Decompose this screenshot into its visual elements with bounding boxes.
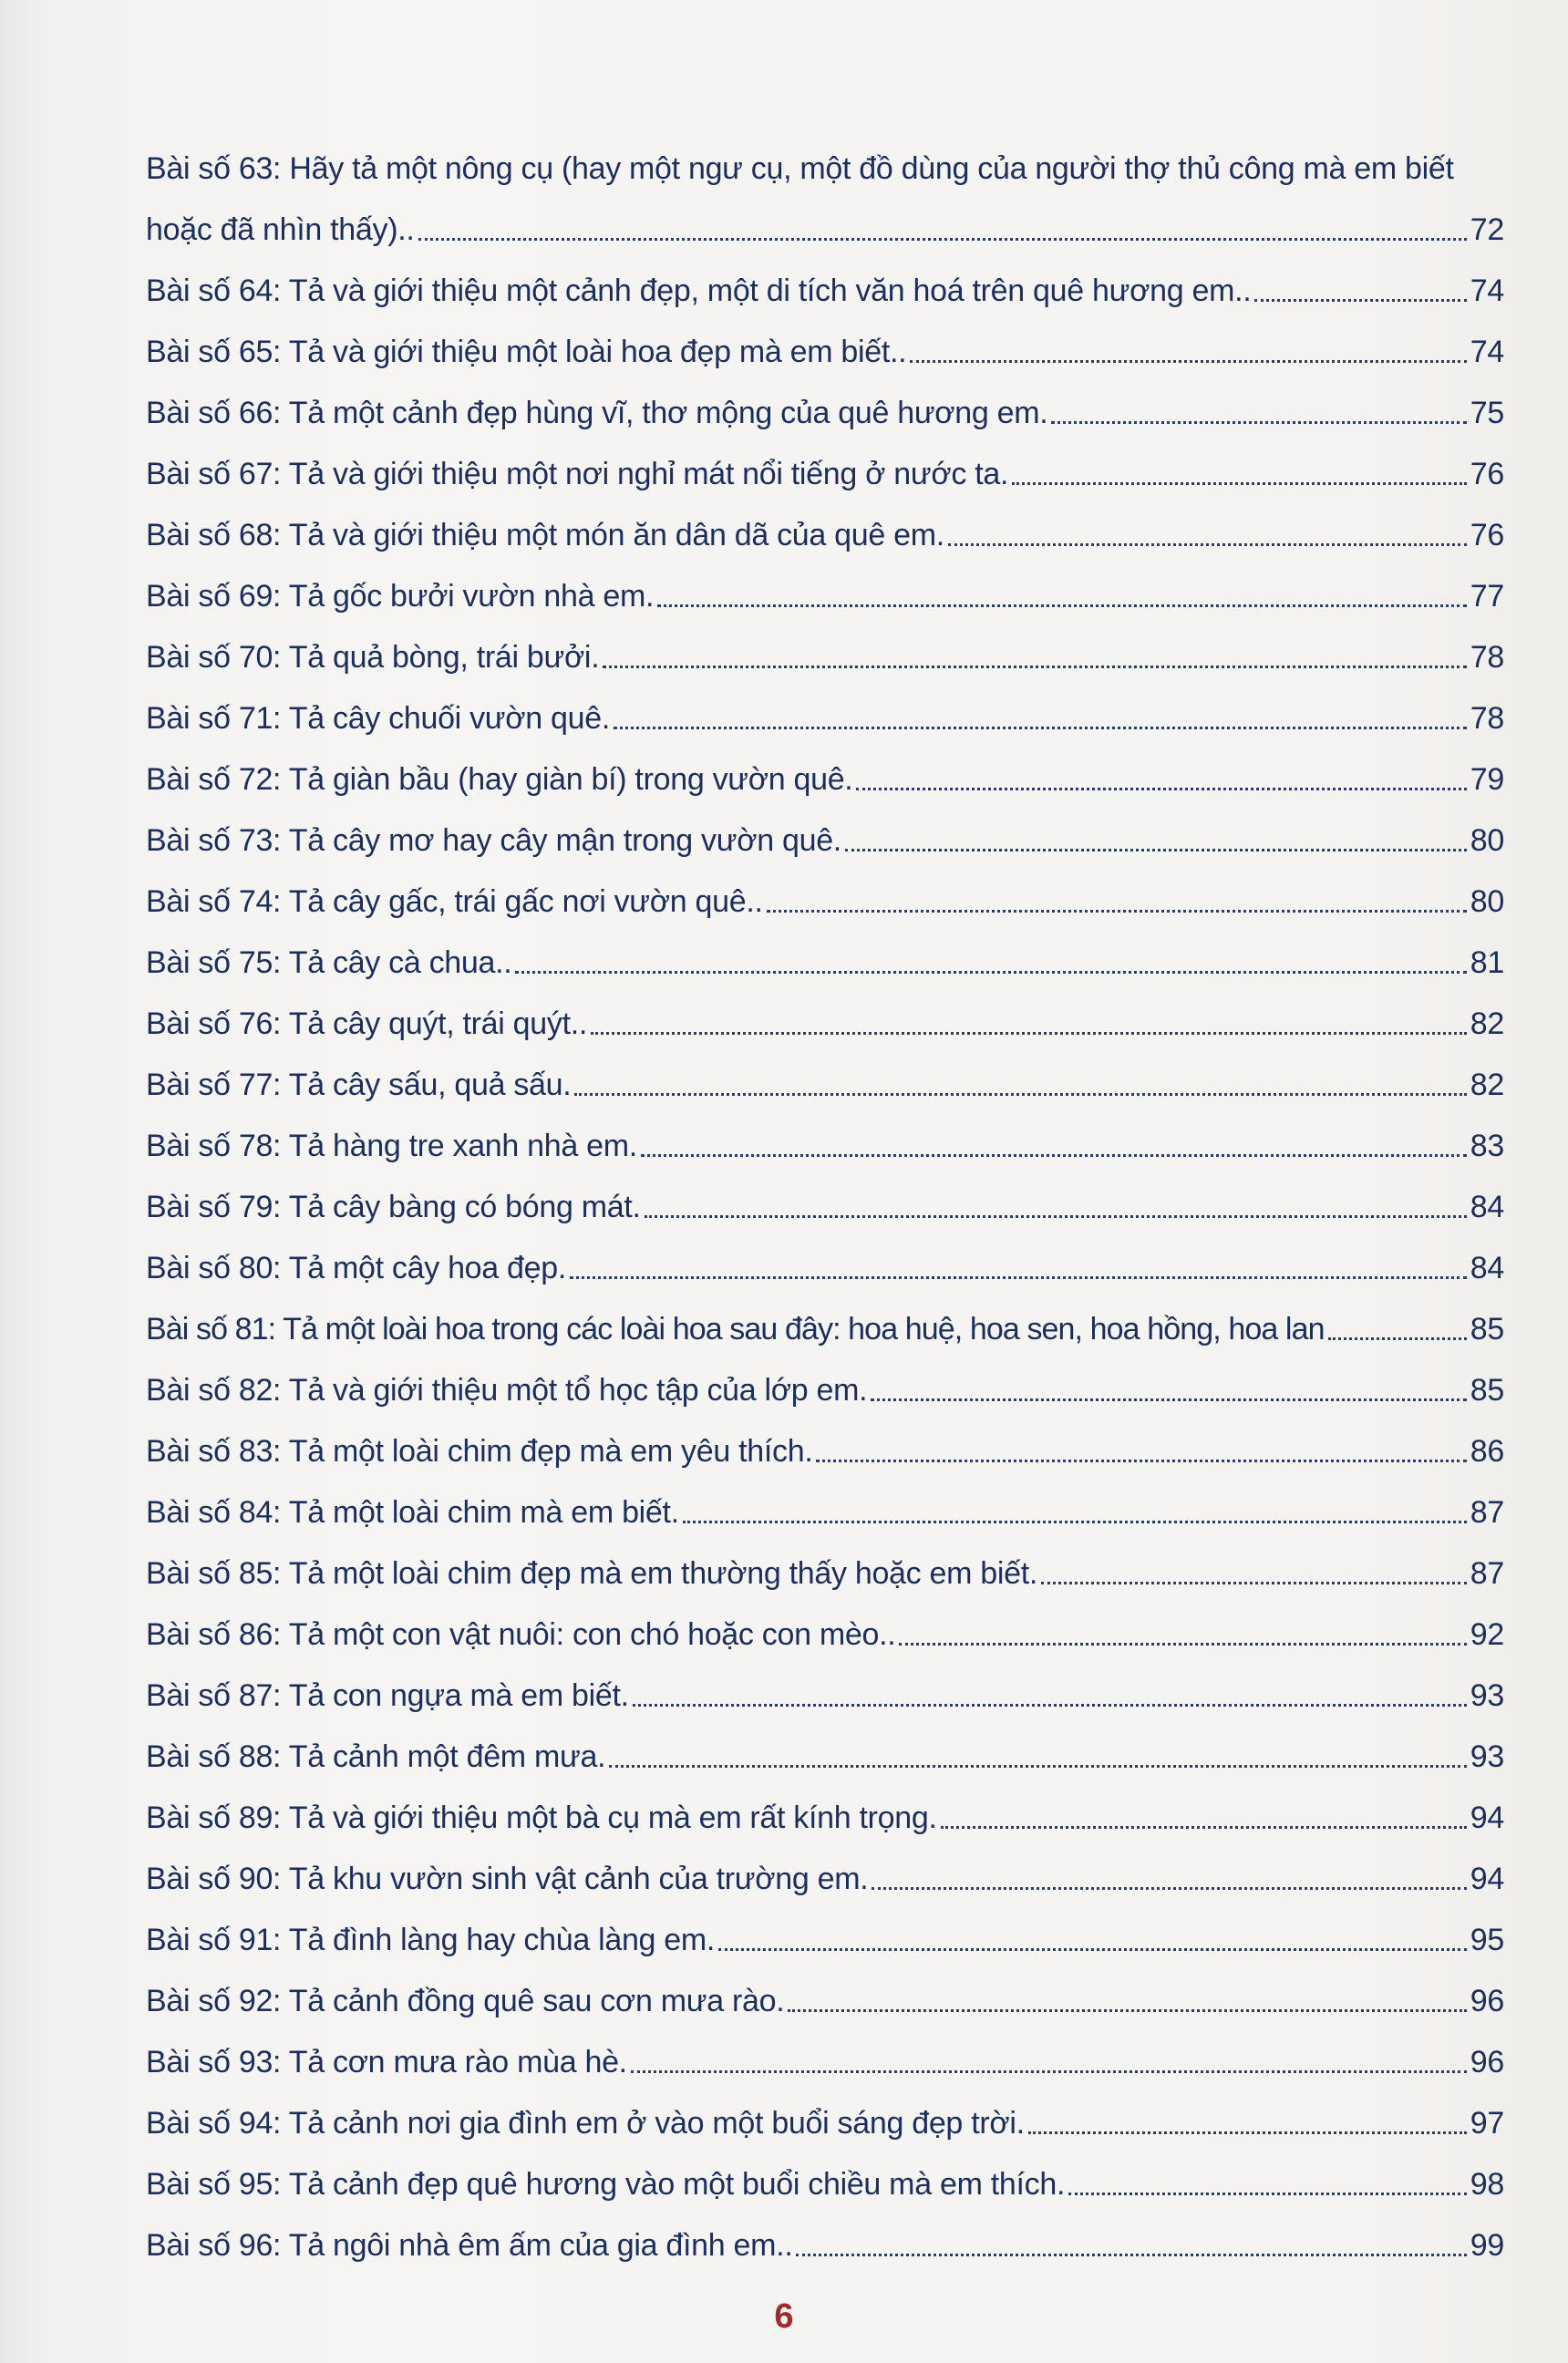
entry-prefix: Bài số 92: (146, 1984, 282, 2018)
dot-leader (631, 2070, 1467, 2073)
entry-prefix: Bài số 96: (146, 2228, 282, 2263)
page-number: 6 (774, 2297, 794, 2336)
entry-prefix: Bài số 91: (146, 1923, 282, 1957)
entry-title: Tả cây sấu, quả sấu. (288, 1068, 572, 1102)
entry-prefix: Bài số 69: (146, 579, 282, 614)
entry-prefix: Bài số 86: (146, 1617, 282, 1652)
toc-entry-67[interactable] (146, 438, 1504, 499)
entry-title: Tả ngôi nhà êm ấm của gia đình em.. (288, 2228, 793, 2263)
entry-prefix: Bài số 74: (146, 884, 282, 919)
entry-prefix: Bài số 71: (146, 701, 282, 736)
entry-page-number: 72 (1470, 212, 1504, 247)
entry-title: Tả một con vật nuôi: con chó hoặc con mèo.. (288, 1617, 896, 1652)
entry-page-number: 97 (1470, 2106, 1504, 2141)
dot-leader (1051, 421, 1466, 424)
entry-prefix: Bài số 78: (146, 1129, 282, 1163)
entry-title: Tả và giới thiệu một món ăn dân dã của quê em. (288, 518, 944, 552)
toc-entry-80[interactable] (146, 1232, 1504, 1293)
entry-title: Tả và giới thiệu một bà cụ mà em rất kính trọng. (288, 1801, 937, 1835)
toc-entry-77[interactable] (146, 1048, 1504, 1109)
entry-prefix: Bài số 80: (146, 1251, 282, 1285)
entry-title: Tả một loài chim đẹp mà em yêu thích. (288, 1434, 813, 1469)
entry-title: Tả cây bàng có bóng mát. (288, 1190, 641, 1224)
dot-leader (614, 727, 1467, 729)
toc-entry-89[interactable] (146, 1781, 1504, 1842)
entry-title: Tả gốc bưởi vườn nhà em. (288, 579, 655, 614)
toc-entry-95[interactable] (146, 2148, 1504, 2209)
entry-page-number: 82 (1470, 1068, 1504, 1102)
entry-title: Tả giàn bầu (hay giàn bí) trong vườn quê. (288, 762, 853, 797)
dot-leader (948, 543, 1467, 546)
entry-prefix: Bài số 67: (146, 457, 282, 491)
entry-page-number: 80 (1470, 823, 1504, 858)
entry-title: Tả cảnh nơi gia đình em ở vào một buổi sáng đẹp trời. (288, 2106, 1025, 2141)
toc-entry-75[interactable] (146, 926, 1504, 987)
toc-entry-74[interactable] (146, 865, 1504, 926)
entry-title: Tả một cảnh đẹp hùng vĩ, thơ mộng của quê hương em. (288, 396, 1048, 430)
dot-leader (718, 1948, 1467, 1951)
dot-leader (1012, 482, 1467, 485)
entry-page-number: 82 (1470, 1006, 1504, 1041)
toc-entry-71[interactable] (146, 682, 1504, 743)
entry-title: Tả cây chuối vườn quê. (288, 701, 610, 736)
entry-prefix: Bài số 93: (146, 2045, 282, 2079)
entry-title: Tả cảnh đẹp quê hương vào một buổi chiều mà em thích. (288, 2167, 1066, 2202)
entry-title: Tả cây cà chua.. (288, 945, 512, 980)
entry-title: Tả và giới thiệu một tổ học tập của lớp em. (288, 1373, 868, 1408)
entry-title: Tả cây mơ hay cây mận trong vườn quê. (288, 823, 841, 858)
toc-entry-88[interactable] (146, 1720, 1504, 1781)
entry-page-number: 93 (1470, 1678, 1504, 1713)
dot-leader (1041, 1582, 1467, 1584)
entry-title: Tả và giới thiệu một cảnh đẹp, một di tích văn hoá trên quê hương em.. (288, 273, 1252, 308)
dot-leader (941, 1826, 1467, 1829)
entry-page-number: 76 (1470, 457, 1504, 491)
entry-page-number: 96 (1470, 2045, 1504, 2079)
toc-entry-65[interactable] (146, 315, 1504, 377)
entry-title: Tả cơn mưa rào mùa hè. (288, 2045, 627, 2079)
entry-page-number: 77 (1470, 579, 1504, 614)
entry-page-number: 87 (1470, 1495, 1504, 1530)
entry-page-number: 84 (1470, 1190, 1504, 1224)
entry-title: Tả cây quýt, trái quýt.. (288, 1006, 588, 1041)
toc-entry-69[interactable] (146, 560, 1504, 621)
toc-entry-86[interactable] (146, 1598, 1504, 1659)
toc-entry-70[interactable] (146, 621, 1504, 682)
entry-page-number: 74 (1470, 335, 1504, 369)
dot-leader (418, 238, 1467, 241)
entry-prefix: Bài số 95: (146, 2167, 282, 2202)
dot-leader (910, 360, 1466, 363)
dot-leader (657, 604, 1467, 607)
dot-leader (515, 971, 1466, 974)
entry-prefix: Bài số 70: (146, 640, 282, 675)
toc-entry-84[interactable] (146, 1476, 1504, 1537)
toc-entry-87[interactable] (146, 1659, 1504, 1720)
entry-prefix: Bài số 77: (146, 1068, 282, 1102)
dot-leader (603, 666, 1466, 668)
entry-title: Tả con ngựa mà em biết. (288, 1678, 629, 1713)
entry-prefix: Bài số 75: (146, 945, 282, 980)
entry-title: Tả cảnh một đêm mưa. (288, 1739, 606, 1774)
entry-title: Tả và giới thiệu một nơi nghỉ mát nổi tiếng ở nước ta. (288, 457, 1009, 491)
entry-prefix: Bài số 89: (146, 1801, 282, 1835)
entry-page-number: 94 (1470, 1862, 1504, 1896)
toc-entry-90[interactable] (146, 1842, 1504, 1904)
entry-title: Tả đình làng hay chùa làng em. (288, 1923, 716, 1957)
toc-entry-79[interactable] (146, 1171, 1504, 1232)
entry-page-number: 79 (1470, 762, 1504, 797)
entry-title: Tả một loài chim đẹp mà em thường thấy hoặc em biết. (288, 1556, 1038, 1591)
dot-leader (633, 1704, 1467, 1707)
dot-leader (767, 910, 1467, 913)
dot-leader (845, 849, 1467, 851)
entry-page-number: 81 (1470, 945, 1504, 980)
toc-entry-76[interactable] (146, 987, 1504, 1048)
dot-leader (683, 1521, 1467, 1523)
entry-title: Hãy tả một nông cụ (hay một ngư cụ, một đồ dùng của người thợ thủ công mà em biết (289, 151, 1454, 186)
toc-entry-73[interactable] (146, 804, 1504, 865)
entry-prefix: Bài số 65: (146, 335, 282, 369)
dot-leader (1068, 2193, 1467, 2195)
dot-leader (872, 1887, 1466, 1890)
dot-leader (1028, 2131, 1467, 2134)
toc-entry-66[interactable] (146, 377, 1504, 438)
toc-entry-63[interactable] (146, 132, 1504, 254)
entry-title: Tả một cây hoa đẹp. (288, 1251, 567, 1285)
entry-page-number: 87 (1470, 1556, 1504, 1591)
dot-leader (871, 1398, 1466, 1401)
dot-leader (796, 2254, 1466, 2256)
entry-title: Tả một loài chim mà em biết. (288, 1495, 679, 1530)
toc-entry-85[interactable] (146, 1537, 1504, 1598)
entry-page-number: 86 (1470, 1434, 1504, 1469)
entry-title: Tả cảnh đồng quê sau cơn mưa rào. (288, 1984, 785, 2018)
entry-page-number: 96 (1470, 1984, 1504, 2018)
toc-entry-91[interactable] (146, 1904, 1504, 1965)
toc-entry-82[interactable] (146, 1354, 1504, 1415)
entry-prefix: Bài số 73: (146, 823, 282, 858)
entry-page-number: 85 (1470, 1312, 1504, 1347)
entry-prefix: Bài số 90: (146, 1862, 282, 1896)
entry-prefix: Bài số 83: (146, 1434, 282, 1469)
entry-prefix: Bài số 68: (146, 518, 282, 552)
entry-prefix: Bài số 79: (146, 1190, 282, 1224)
toc-entry-72[interactable] (146, 743, 1504, 804)
entry-title: Tả quả bòng, trái bưởi. (288, 640, 600, 675)
entry-prefix: Bài số 76: (146, 1006, 282, 1041)
dot-leader (1254, 299, 1466, 302)
entry-title: Tả và giới thiệu một loài hoa đẹp mà em biết.. (288, 335, 907, 369)
entry-prefix: Bài số 85: (146, 1556, 282, 1591)
dot-leader (899, 1643, 1466, 1646)
entry-page-number: 75 (1470, 396, 1504, 430)
entry-prefix: Bài số 88: (146, 1739, 282, 1774)
entry-prefix: Bài số 72: (146, 762, 282, 797)
entry-prefix: Bài số 63: (146, 151, 282, 186)
entry-title: Tả một loài hoa trong các loài hoa sau đây: hoa huệ, hoa sen, hoa hồng, hoa lan (283, 1312, 1325, 1347)
entry-page-number: 74 (1470, 273, 1504, 308)
dot-leader (609, 1765, 1467, 1768)
dot-leader (856, 788, 1466, 790)
entry-prefix: Bài số 81: (146, 1312, 276, 1347)
entry-page-number: 78 (1470, 701, 1504, 736)
dot-leader (591, 1032, 1467, 1035)
entry-page-number: 95 (1470, 1923, 1504, 1957)
entry-prefix: Bài số 64: (146, 273, 282, 308)
entry-page-number: 78 (1470, 640, 1504, 675)
toc-entry-94[interactable] (146, 2087, 1504, 2148)
toc-entry-96[interactable] (146, 2209, 1504, 2270)
entry-prefix: Bài số 84: (146, 1495, 282, 1530)
entry-page-number: 80 (1470, 884, 1504, 919)
entry-page-number: 83 (1470, 1129, 1504, 1163)
entry-page-number: 92 (1470, 1617, 1504, 1652)
dot-leader (641, 1154, 1467, 1157)
toc-entry-93[interactable] (146, 2026, 1504, 2087)
entry-title-continued: hoặc đã nhìn thấy).. (146, 212, 415, 247)
entry-prefix: Bài số 66: (146, 396, 282, 430)
dot-leader (574, 1093, 1466, 1096)
toc-entry-64[interactable] (146, 254, 1504, 315)
dot-leader (1328, 1337, 1467, 1340)
toc-entry-68[interactable] (146, 499, 1504, 560)
entry-page-number: 99 (1470, 2228, 1504, 2263)
toc-entry-92[interactable] (146, 1965, 1504, 2026)
dot-leader (645, 1215, 1467, 1218)
toc-entry-78[interactable] (146, 1109, 1504, 1171)
entry-prefix: Bài số 94: (146, 2106, 282, 2141)
entry-title: Tả cây gấc, trái gấc nơi vườn quê.. (288, 884, 763, 919)
entry-page-number: 84 (1470, 1251, 1504, 1285)
entry-page-number: 85 (1470, 1373, 1504, 1408)
entry-title: Tả hàng tre xanh nhà em. (288, 1129, 637, 1163)
entry-page-number: 98 (1470, 2167, 1504, 2202)
entry-prefix: Bài số 87: (146, 1678, 282, 1713)
toc-entry-83[interactable] (146, 1415, 1504, 1476)
entry-prefix: Bài số 82: (146, 1373, 282, 1408)
dot-leader (816, 1460, 1466, 1462)
entry-page-number: 76 (1470, 518, 1504, 552)
entry-page-number: 94 (1470, 1801, 1504, 1835)
table-of-contents (146, 132, 1504, 2270)
entry-title: Tả khu vườn sinh vật cảnh của trường em. (288, 1862, 869, 1896)
toc-entry-81[interactable] (146, 1293, 1504, 1354)
entry-page-number: 93 (1470, 1739, 1504, 1774)
dot-leader (788, 2009, 1466, 2012)
dot-leader (570, 1276, 1467, 1279)
